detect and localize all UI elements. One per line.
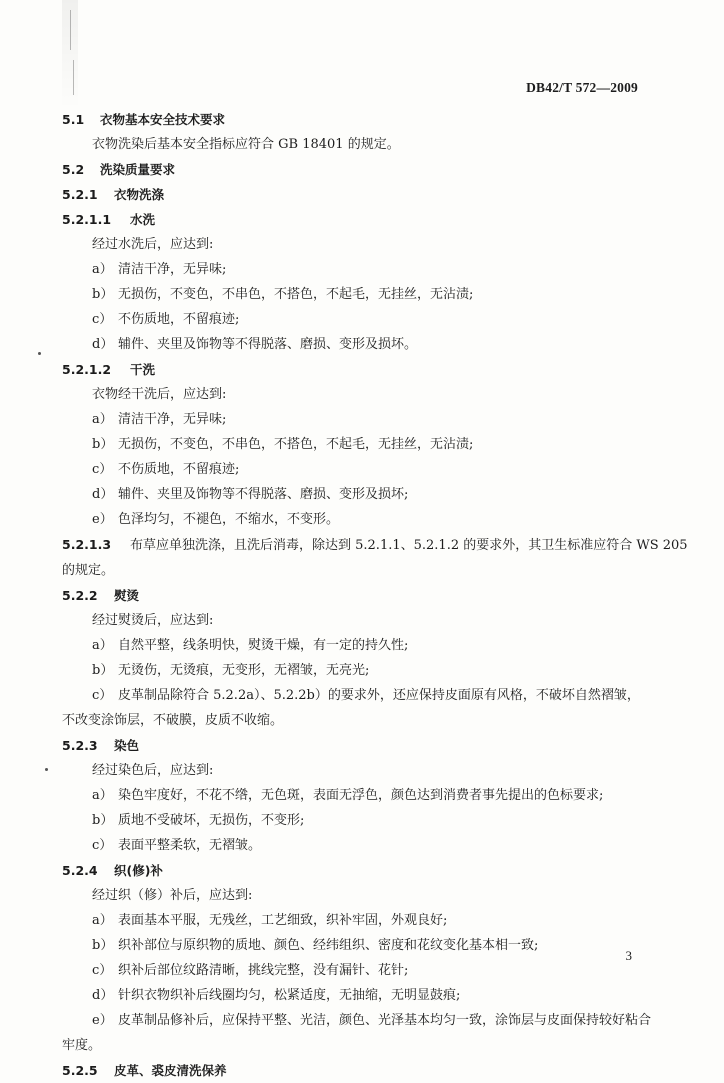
list-item-label: b） <box>92 938 114 953</box>
scan-artifact <box>73 60 74 95</box>
list-item <box>62 507 652 532</box>
list-item <box>62 407 652 432</box>
list-item-text: 自然平整，线条明快，熨烫干燥，有一定的持久性; <box>118 638 409 653</box>
section-heading <box>62 858 652 883</box>
section-title: 干洗 <box>130 362 156 377</box>
list-item <box>62 307 652 332</box>
list-item-text: 无烫伤，无烫痕，无变形，无褶皱，无亮光; <box>118 663 370 678</box>
section-title: 染色 <box>114 738 140 753</box>
list-item-text: 针织衣物织补后线圈均匀，松紧适度，无抽缩，无明显鼓痕; <box>118 988 461 1003</box>
section-number: 5.2.5 <box>62 1063 98 1078</box>
list-item-continuation: 不改变涂饰层，不破膜，皮质不收缩。 <box>62 713 284 728</box>
section-title: 水洗 <box>130 212 156 227</box>
list-item-label: d） <box>92 988 114 1003</box>
section-continuation: 的规定。 <box>62 563 115 578</box>
list-item-label: c） <box>92 838 113 853</box>
list-item-label: a） <box>92 638 113 653</box>
scan-artifact <box>70 10 71 50</box>
list-item <box>62 282 652 307</box>
list-item-label: e） <box>92 1013 113 1028</box>
list-item-text: 无损伤，不变色，不串色，不搭色，不起毛，无挂丝，无沾渍; <box>118 287 474 302</box>
section-heading <box>62 733 652 758</box>
list-item-text: 不伤质地，不留痕迹; <box>118 462 240 477</box>
list-item-text: 清洁干净，无异味; <box>118 262 227 277</box>
section-number: 5.2.3 <box>62 738 98 753</box>
list-item <box>62 482 652 507</box>
list-item <box>62 658 652 683</box>
list-item <box>62 958 652 983</box>
paragraph: 衣物经干洗后，应达到: <box>92 387 227 402</box>
section-number: 5.2.1.2 <box>62 362 112 377</box>
list-item <box>62 257 652 282</box>
document-code: DB42/T 572—2009 <box>526 80 638 95</box>
list-item-continuation: 牢度。 <box>62 1038 102 1053</box>
list-item-text: 辅件、夹里及饰物等不得脱落、磨损、变形及损坏。 <box>118 337 418 352</box>
section-title: 洗染质量要求 <box>100 162 176 177</box>
list-item-text: 表面基本平服，无残丝，工艺细致，织补牢固，外观良好; <box>118 913 448 928</box>
section-title: 熨烫 <box>114 588 140 603</box>
page-number: 3 <box>625 948 632 963</box>
section-number: 5.2.1.3 <box>62 537 112 552</box>
list-item-text: 染色牢度好，不花不绺，无色斑，表面无浮色，颜色达到消费者事先提出的色标要求; <box>118 788 604 803</box>
list-item-text: 辅件、夹里及饰物等不得脱落、磨损、变形及损坏; <box>118 487 409 502</box>
list-item-label: c） <box>92 963 113 978</box>
paragraph: 衣物洗染后基本安全指标应符合 GB 18401 的规定。 <box>92 137 400 152</box>
list-item <box>62 633 652 658</box>
list-item-text: 织补部位与原织物的质地、颜色、经纬组织、密度和花纹变化基本相一致; <box>118 938 539 953</box>
section-number: 5.2.4 <box>62 863 98 878</box>
section-title: 皮革、裘皮清洗保养 <box>114 1063 227 1078</box>
section-paragraph <box>62 532 688 558</box>
list-item-label: c） <box>92 312 113 327</box>
list-item-label: c） <box>92 688 113 703</box>
list-item-label: c） <box>92 462 113 477</box>
list-item-text: 色泽均匀，不褪色，不缩水，不变形。 <box>118 512 340 527</box>
list-item-label: a） <box>92 412 113 427</box>
section-heading <box>62 1058 652 1083</box>
list-item-text: 无损伤，不变色，不串色，不搭色，不起毛，无挂丝，无沾渍; <box>118 437 474 452</box>
section-heading <box>62 107 652 132</box>
list-item-label: a） <box>92 788 113 803</box>
list-item <box>62 808 652 833</box>
list-item-label: b） <box>92 663 114 678</box>
section-title: 织(修)补 <box>114 863 163 878</box>
section-text: 布草应单独洗涤，且洗后消毒，除达到 5.2.1.1、5.2.1.2 的要求外，其卫生标准应符合 WS 205 <box>130 538 688 553</box>
list-item-label: b） <box>92 287 114 302</box>
section-number: 5.1 <box>62 112 85 127</box>
section-heading <box>62 157 652 182</box>
list-item <box>62 432 652 457</box>
paragraph: 经过染色后，应达到: <box>92 763 214 778</box>
list-item <box>62 457 652 482</box>
section-title: 衣物洗涤 <box>114 187 165 202</box>
section-number: 5.2.1 <box>62 187 98 202</box>
list-item-text: 质地不受破坏，无损伤，不变形; <box>118 813 305 828</box>
list-item-text: 皮革制品修补后，应保持平整、光洁，颜色、光泽基本均匀一致，涂饰层与皮面保持较好粘合 <box>118 1013 652 1028</box>
list-item <box>62 933 652 958</box>
list-item-label: a） <box>92 913 113 928</box>
section-title: 衣物基本安全技术要求 <box>100 112 226 127</box>
section-number: 5.2 <box>62 162 85 177</box>
list-item-label: b） <box>92 813 114 828</box>
paragraph: 经过水洗后，应达到: <box>92 237 214 252</box>
list-item-label: d） <box>92 487 114 502</box>
list-item-label: a） <box>92 262 113 277</box>
section-heading <box>62 207 652 232</box>
section-heading <box>62 583 652 608</box>
scan-speck <box>38 352 41 355</box>
section-number: 5.2.1.1 <box>62 212 112 227</box>
list-item-label: d） <box>92 337 114 352</box>
list-item-label: e） <box>92 512 113 527</box>
list-item-text: 皮革制品除符合 5.2.2a）、5.2.2b）的要求外，还应保持皮面原有风格，不破坏自然褶皱， <box>118 688 640 703</box>
list-item-label: b） <box>92 437 114 452</box>
section-number: 5.2.2 <box>62 588 98 603</box>
list-item <box>62 983 652 1008</box>
list-item <box>62 683 652 708</box>
list-item <box>62 908 652 933</box>
scan-speck <box>45 768 48 771</box>
list-item <box>62 1008 652 1033</box>
list-item-text: 清洁干净，无异味; <box>118 412 227 427</box>
section-heading <box>62 357 652 382</box>
list-item-text: 不伤质地，不留痕迹; <box>118 312 240 327</box>
list-item-text: 表面平整柔软，无褶皱。 <box>118 838 262 853</box>
list-item <box>62 833 652 858</box>
list-item <box>62 783 652 808</box>
document-body <box>62 107 688 1083</box>
section-heading <box>62 182 652 207</box>
list-item-text: 织补后部位纹路清晰，挑线完整，没有漏针、花针; <box>118 963 409 978</box>
paragraph: 经过织（修）补后，应达到: <box>92 888 253 903</box>
paragraph: 经过熨烫后，应达到: <box>92 613 214 628</box>
list-item <box>62 332 652 357</box>
